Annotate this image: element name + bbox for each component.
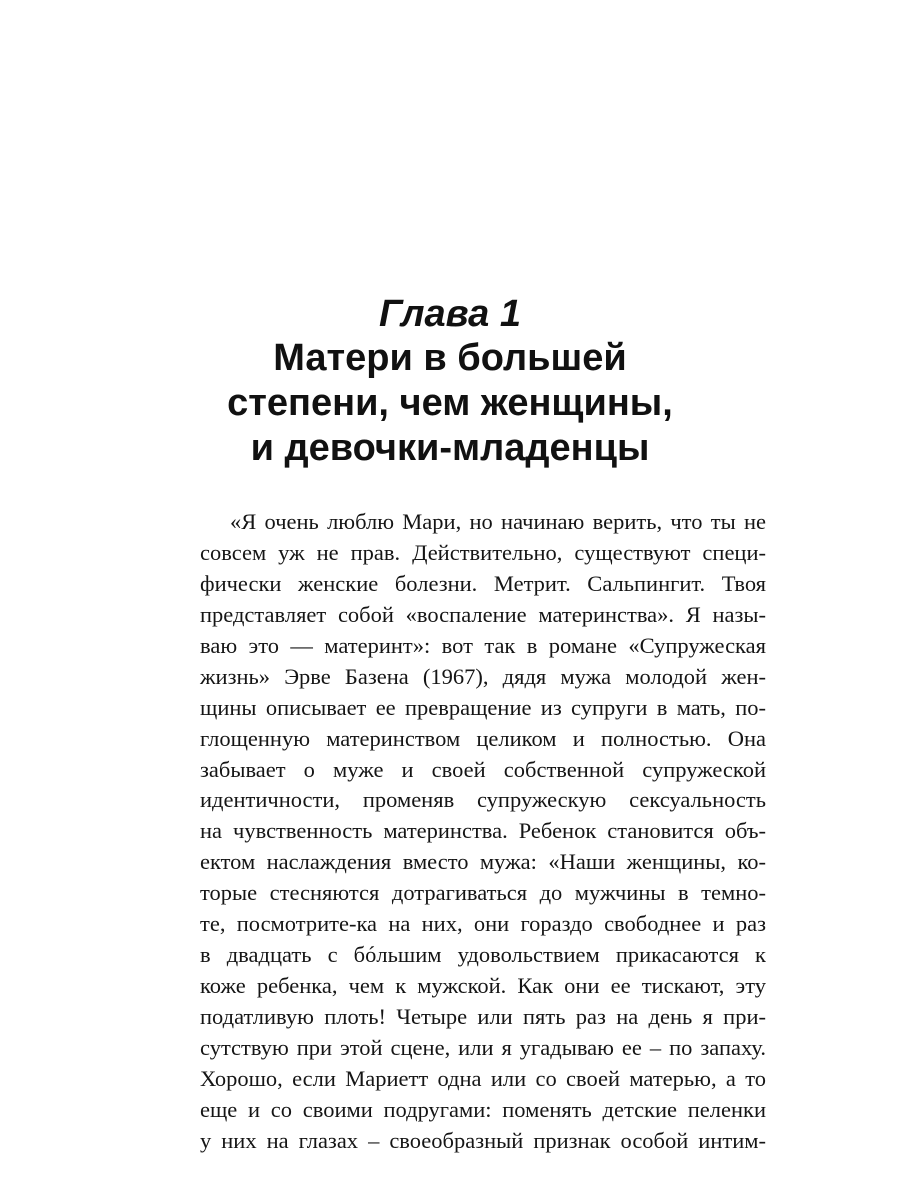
text-line: коже ребенка, чем к мужской. Как они ее тискают, эту (200, 973, 766, 999)
text-line: фически женские болезни. Метрит. Сальпингит. Твоя (200, 570, 766, 596)
body-paragraph (200, 507, 766, 1157)
text-line: щины описывает ее превращение из супруги в мать, по- (200, 694, 766, 720)
text-line: податливую плоть! Четыре или пять раз на день я при- (200, 1004, 766, 1029)
text-line: жизнь» Эрве Базена (1967), дядя мужа молодой жен- (200, 663, 766, 689)
text-line: «Я очень люблю Мари, но начинаю верить, что ты не (230, 509, 766, 534)
text-line: совсем уж не прав. Действительно, существуют специ- (200, 539, 766, 565)
text-line: представляет собой «воспаление материнства». Я назы- (200, 601, 766, 627)
text-line: идентичности, променяв супружескую сексуальность (200, 787, 766, 813)
text-line: на чувственность материнства. Ребенок становится объ- (200, 818, 766, 844)
text-line: у них на глазах – своеобразный признак особой интим- (200, 1127, 766, 1153)
chapter-title-line: Матери в большей (273, 337, 627, 379)
text-line: сутствую при этой сцене, или я угадываю ее – по запаху. (200, 1034, 766, 1060)
text-line: глощенную материнством целиком и полностью. Она (200, 725, 766, 751)
text-line: те, посмотрите-ка на них, они гораздо свободнее и раз (200, 911, 766, 937)
text-line: Хорошо, если Мариетт одна или со своей матерью, а то (200, 1065, 766, 1091)
text-line: торые стесняются дотрагиваться до мужчины в темно- (200, 880, 766, 906)
chapter-title-line: степени, чем женщины, (227, 382, 673, 424)
text-line: забывает о муже и своей собственной супружеской (200, 756, 766, 782)
chapter-title-line: и девочки-младенцы (250, 427, 650, 469)
chapter-heading (0, 292, 900, 471)
text-line: в двадцать с бóльшим удовольствием прикасаются к (200, 942, 766, 968)
text-line: ектом наслаждения вместо мужа: «Наши женщины, ко- (200, 849, 766, 875)
text-line: еще и со своими подругами: поменять детские пеленки (200, 1096, 766, 1122)
text-line: ваю это — материнт»: вот так в романе «Супружеская (200, 632, 766, 658)
chapter-label: Глава 1 (379, 293, 521, 335)
